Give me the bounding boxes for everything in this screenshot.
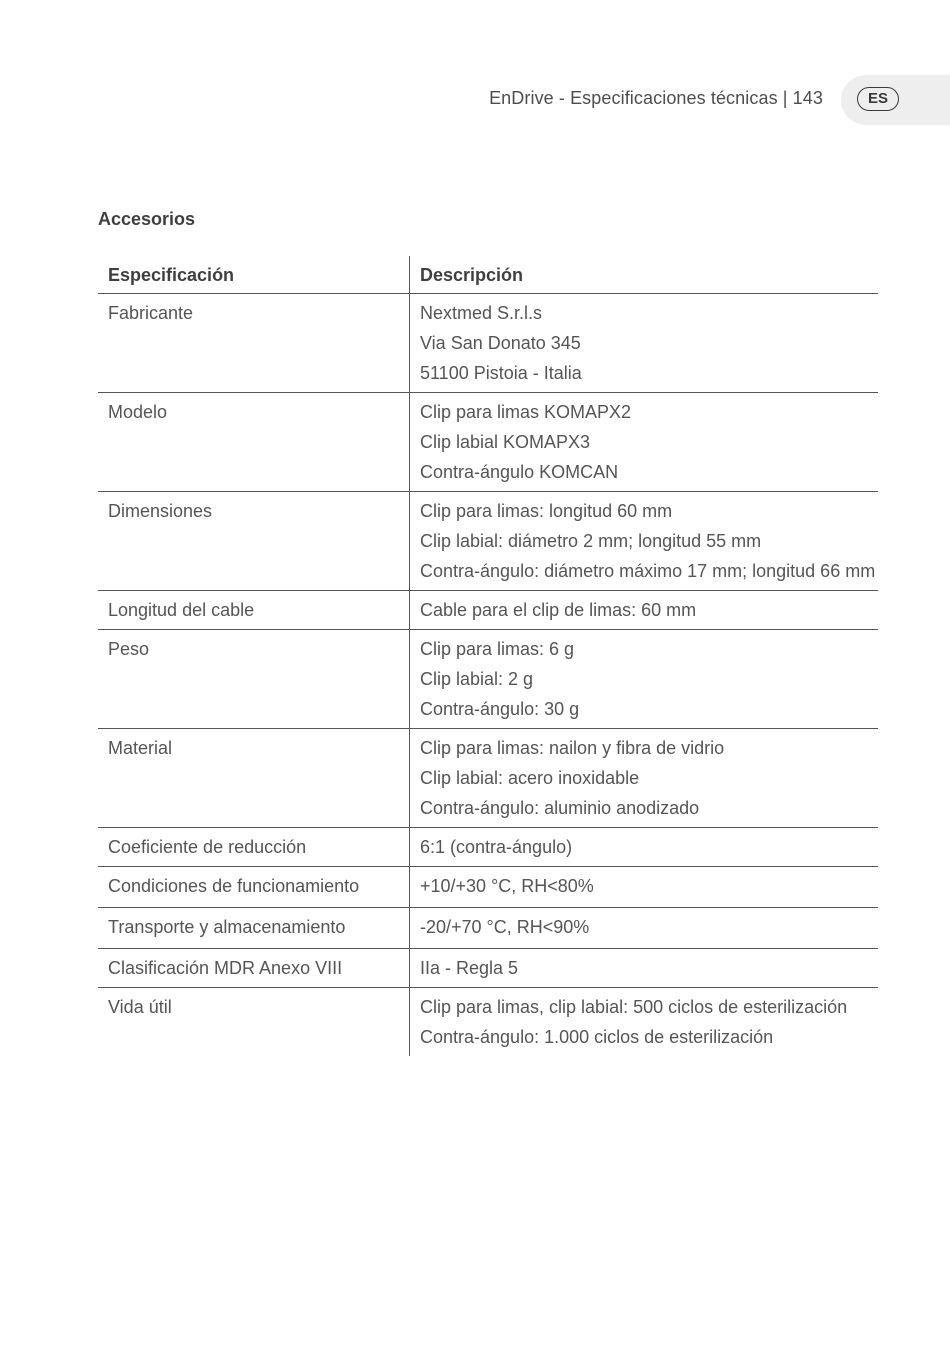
desc-cell	[410, 988, 879, 1057]
spec-cell: Peso	[98, 630, 410, 729]
desc-cell	[410, 630, 879, 729]
spec-cell: Condiciones de funcionamiento	[98, 867, 410, 908]
desc-cell	[410, 294, 879, 393]
desc-line: Clip labial KOMAPX3	[420, 432, 591, 452]
table-row	[98, 988, 878, 1057]
spec-cell: Fabricante	[98, 294, 410, 393]
desc-line: -20/+70 °C, RH<90%	[420, 917, 590, 937]
spec-cell: Material	[98, 729, 410, 828]
language-tab	[841, 75, 950, 125]
spec-cell: Vida útil	[98, 988, 410, 1057]
spec-cell: Modelo	[98, 393, 410, 492]
desc-line: Clip labial: 2 g	[420, 669, 534, 689]
column-header-spec: Especificación	[98, 256, 410, 294]
desc-line: IIa - Regla 5	[420, 958, 519, 978]
table-row	[98, 591, 878, 630]
table-row	[98, 828, 878, 867]
language-badge: ES	[857, 87, 899, 111]
specifications-table	[98, 256, 878, 1056]
desc-line: Clip para limas KOMAPX2	[420, 402, 632, 422]
desc-line: Contra-ángulo KOMCAN	[420, 462, 619, 482]
table-row	[98, 908, 878, 949]
desc-cell	[410, 729, 879, 828]
section-title: Accesorios	[98, 209, 196, 229]
desc-cell	[410, 908, 879, 949]
desc-line: Cable para el clip de limas: 60 mm	[420, 600, 697, 620]
desc-line: Clip para limas: nailon y fibra de vidrio	[420, 738, 725, 758]
spec-cell: Clasificación MDR Anexo VIII	[98, 949, 410, 988]
desc-line: +10/+30 °C, RH<80%	[420, 876, 594, 896]
spec-cell: Dimensiones	[98, 492, 410, 591]
column-header-desc: Descripción	[410, 256, 879, 294]
desc-cell	[410, 492, 879, 591]
desc-line: Clip labial: diámetro 2 mm; longitud 55 mm	[420, 531, 762, 551]
desc-line: Contra-ángulo: aluminio anodizado	[420, 798, 700, 818]
desc-line: 51100 Pistoia - Italia	[420, 363, 582, 383]
desc-cell	[410, 828, 879, 867]
spec-cell: Transporte y almacenamiento	[98, 908, 410, 949]
desc-line: Contra-ángulo: 30 g	[420, 699, 580, 719]
desc-line: Via San Donato 345	[420, 333, 581, 353]
table-row	[98, 729, 878, 828]
desc-line: Nextmed S.r.l.s	[420, 303, 543, 323]
table-header-row	[98, 256, 878, 294]
spec-cell: Coeficiente de reducción	[98, 828, 410, 867]
desc-line: Clip para limas, clip labial: 500 ciclos de esterilización	[420, 997, 848, 1017]
table-row	[98, 393, 878, 492]
table-row	[98, 492, 878, 591]
desc-cell	[410, 949, 879, 988]
table-row	[98, 294, 878, 393]
spec-cell: Longitud del cable	[98, 591, 410, 630]
table-row	[98, 630, 878, 729]
desc-line: Contra-ángulo: 1.000 ciclos de esterilización	[420, 1027, 774, 1047]
desc-line: 6:1 (contra-ángulo)	[420, 837, 573, 857]
table-row	[98, 949, 878, 988]
desc-line: Contra-ángulo: diámetro máximo 17 mm; longitud 66 mm	[420, 561, 876, 581]
table-row	[98, 867, 878, 908]
desc-line: Clip labial: acero inoxidable	[420, 768, 640, 788]
desc-line: Clip para limas: 6 g	[420, 639, 575, 659]
desc-cell	[410, 591, 879, 630]
desc-cell	[410, 867, 879, 908]
page-header-title: EnDrive - Especificaciones técnicas | 143	[489, 88, 823, 108]
desc-cell	[410, 393, 879, 492]
desc-line: Clip para limas: longitud 60 mm	[420, 501, 673, 521]
